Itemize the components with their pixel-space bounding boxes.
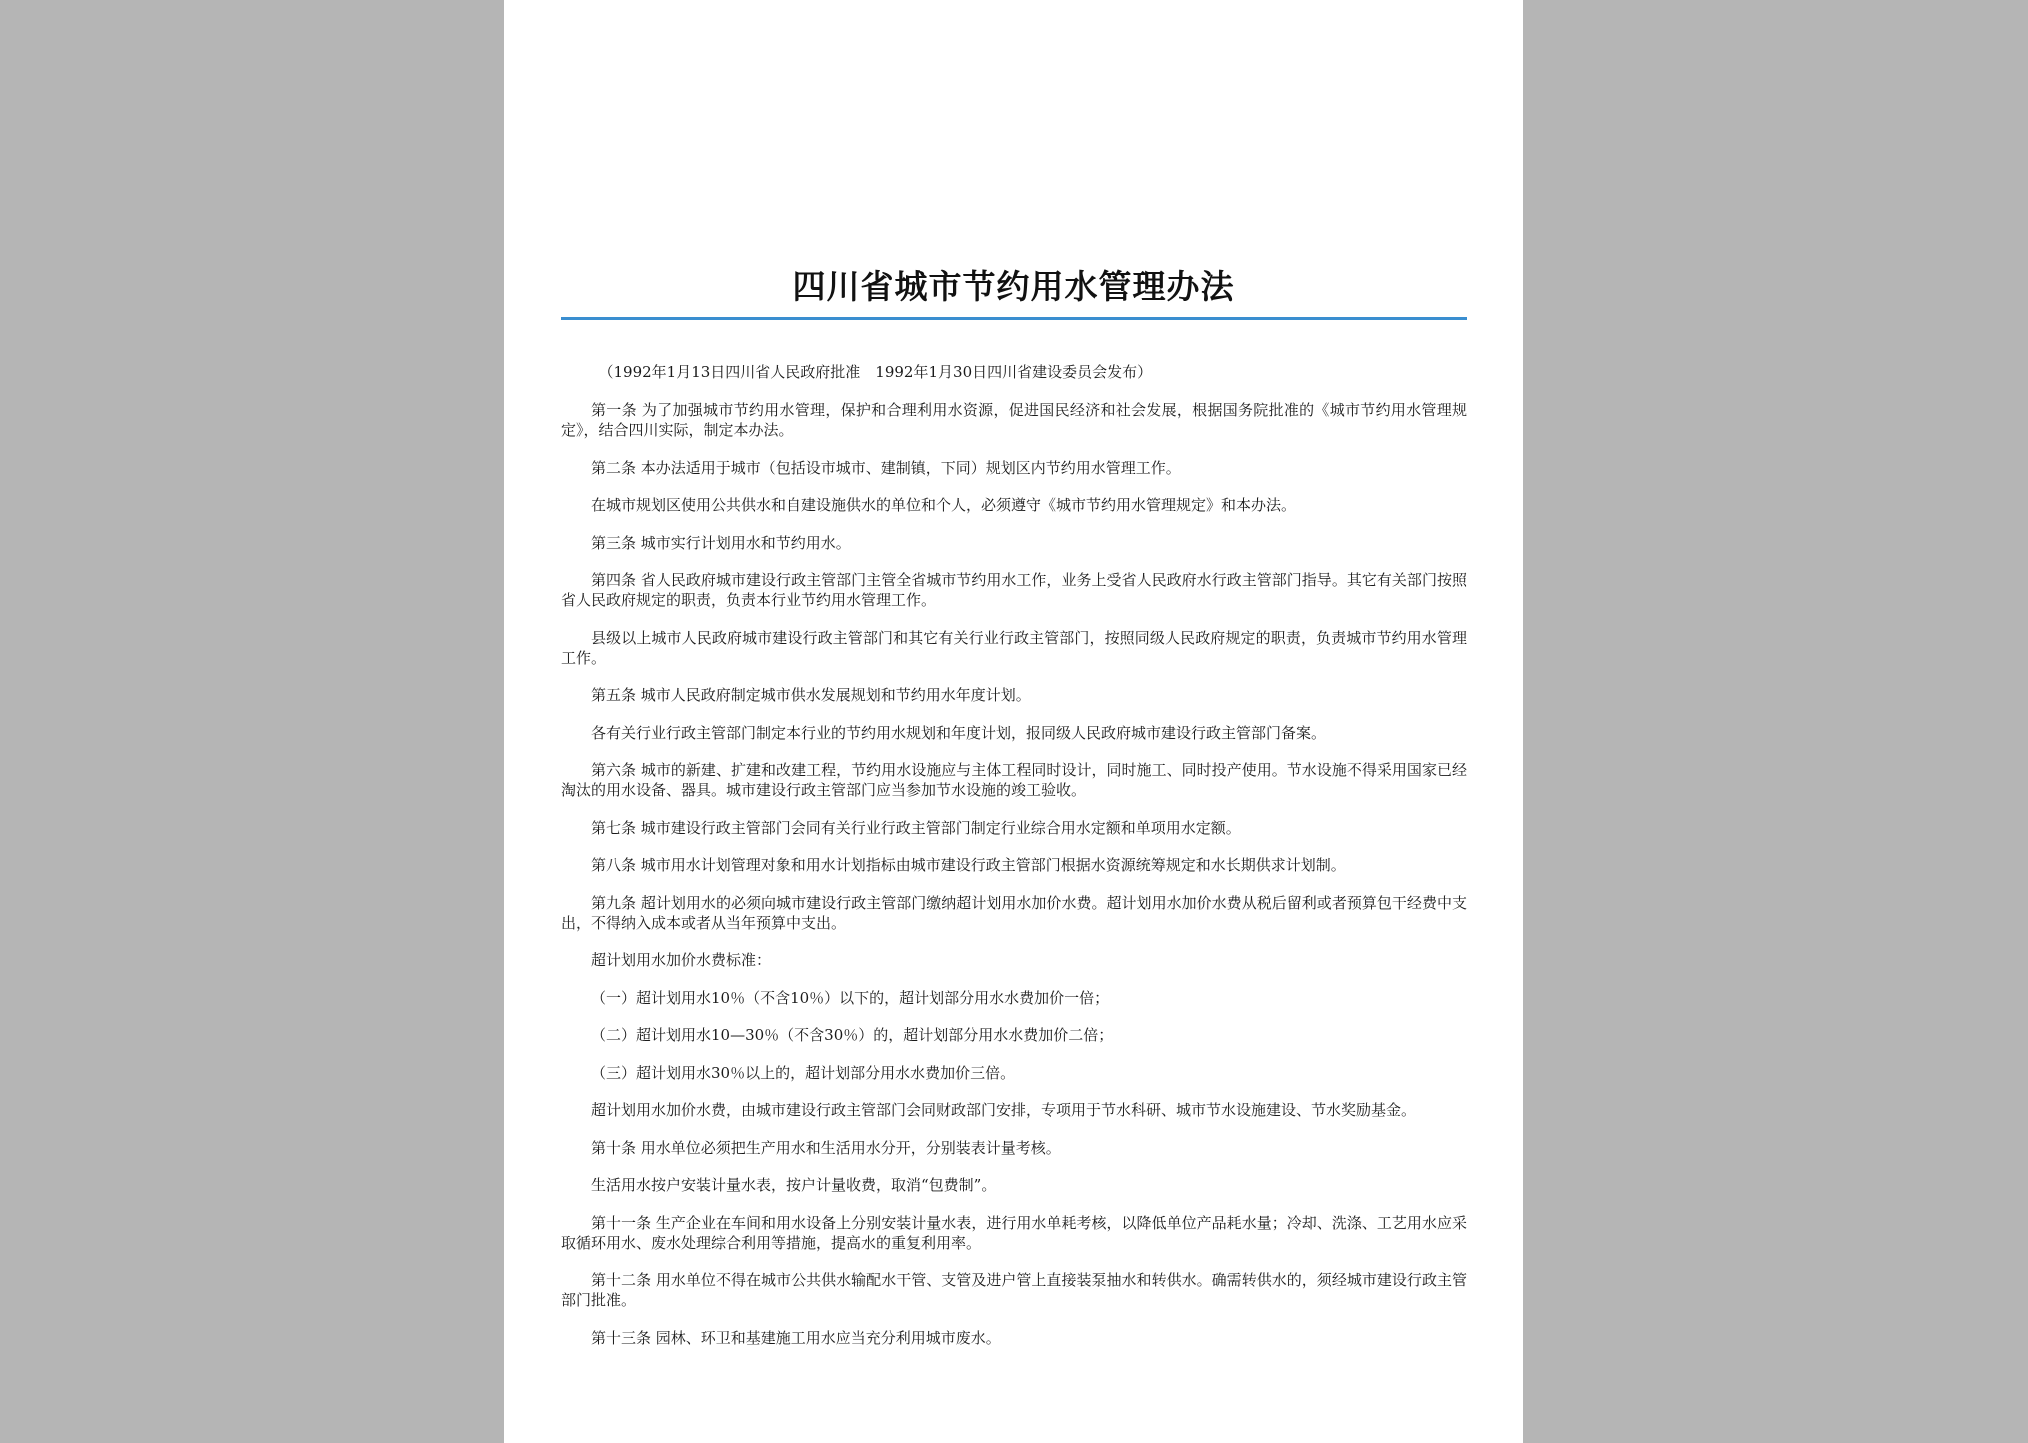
surcharge-standard-heading: 超计划用水加价水费标准： <box>591 951 772 969</box>
article-2-paragraph-2: 在城市规划区使用公共供水和自建设施供水的单位和个人，必须遵守《城市节约用水管理规定》和本办法。 <box>591 496 1297 514</box>
article-13: 第十三条 园林、环卫和基建施工用水应当充分利用城市废水。 <box>591 1328 1001 1347</box>
article-4-paragraph-2: 县级以上城市人民政府城市建设行政主管部门和其它有关行业行政主管部门，按照同级人民政府规定的职责，负责城市节约用水管理工作。 <box>561 628 1467 667</box>
article-10-paragraph-2: 生活用水按户安装计量水表，按户计量收费，取消“包费制”。 <box>591 1176 997 1194</box>
article-3: 第三条 城市实行计划用水和节约用水。 <box>591 533 851 552</box>
article-5-paragraph-2: 各有关行业行政主管部门制定本行业的节约用水规划和年度计划，报同级人民政府城市建设行政主管部门备案。 <box>591 723 1327 742</box>
article-10: 第十条 用水单位必须把生产用水和生活用水分开，分别装表计量考核。 <box>591 1138 1061 1157</box>
article-9: 第九条 超计划用水的必须向城市建设行政主管部门缴纳超计划用水加价水费。超计划用水加价水费从税后留利或者预算包干经费中支出，不得纳入成本或者从当年预算中支出。 <box>561 893 1467 932</box>
surcharge-item-3: （三）超计划用水30％以上的，超计划部分用水水费加价三倍。 <box>591 1063 1016 1082</box>
document-title: 四川省城市节约用水管理办法 <box>792 267 1235 306</box>
document-page <box>504 0 1523 1443</box>
article-2: 第二条 本办法适用于城市（包括设市城市、建制镇，下同）规划区内节约用水管理工作。 <box>591 458 1181 477</box>
article-11: 第十一条 生产企业在车间和用水设备上分别安装计量水表，进行用水单耗考核，以降低单位产品耗水量；冷却、洗涤、工艺用水应采取循环用水、废水处理综合利用等措施，提高水的重复利用率。 <box>561 1213 1467 1252</box>
document-approval-note: （1992年1月13日四川省人民政府批准 1992年1月30日四川省建设委员会发布） <box>598 363 1153 381</box>
article-5: 第五条 城市人民政府制定城市供水发展规划和节约用水年度计划。 <box>591 686 1031 704</box>
surcharge-usage: 超计划用水加价水费，由城市建设行政主管部门会同财政部门安排，专项用于节水科研、城市节水设施建设、节水奖励基金。 <box>591 1101 1417 1119</box>
article-4: 第四条 省人民政府城市建设行政主管部门主管全省城市节约用水工作，业务上受省人民政府水行政主管部门指导。其它有关部门按照省人民政府规定的职责，负责本行业节约用水管理工作。 <box>561 571 1467 609</box>
document-body <box>561 362 1467 1365</box>
surcharge-item-2: （二）超计划用水10—30％（不含30％）的，超计划部分用水水费加价二倍； <box>591 1026 1114 1044</box>
article-6: 第六条 城市的新建、扩建和改建工程，节约用水设施应与主体工程同时设计，同时施工、同时投产使用。节水设施不得采用国家已经淘汰的用水设备、器具。城市建设行政主管部门应当参加节水设施的竣工验收。 <box>561 761 1467 799</box>
surcharge-item-1: （一）超计划用水10％（不含10％）以下的，超计划部分用水水费加价一倍； <box>591 988 1110 1007</box>
article-1: 第一条 为了加强城市节约用水管理，保护和合理利用水资源，促进国民经济和社会发展，根据国务院批准的《城市节约用水管理规定》，结合四川实际，制定本办法。 <box>561 401 1467 439</box>
article-8: 第八条 城市用水计划管理对象和用水计划指标由城市建设行政主管部门根据水资源统筹规定和水长期供求计划制。 <box>591 856 1346 874</box>
title-divider <box>561 317 1467 320</box>
article-7: 第七条 城市建设行政主管部门会同有关行业行政主管部门制定行业综合用水定额和单项用水定额。 <box>591 818 1241 837</box>
article-12: 第十二条 用水单位不得在城市公共供水输配水干管、支管及进户管上直接装泵抽水和转供水。确需转供水的，须经城市建设行政主管部门批准。 <box>561 1271 1467 1309</box>
